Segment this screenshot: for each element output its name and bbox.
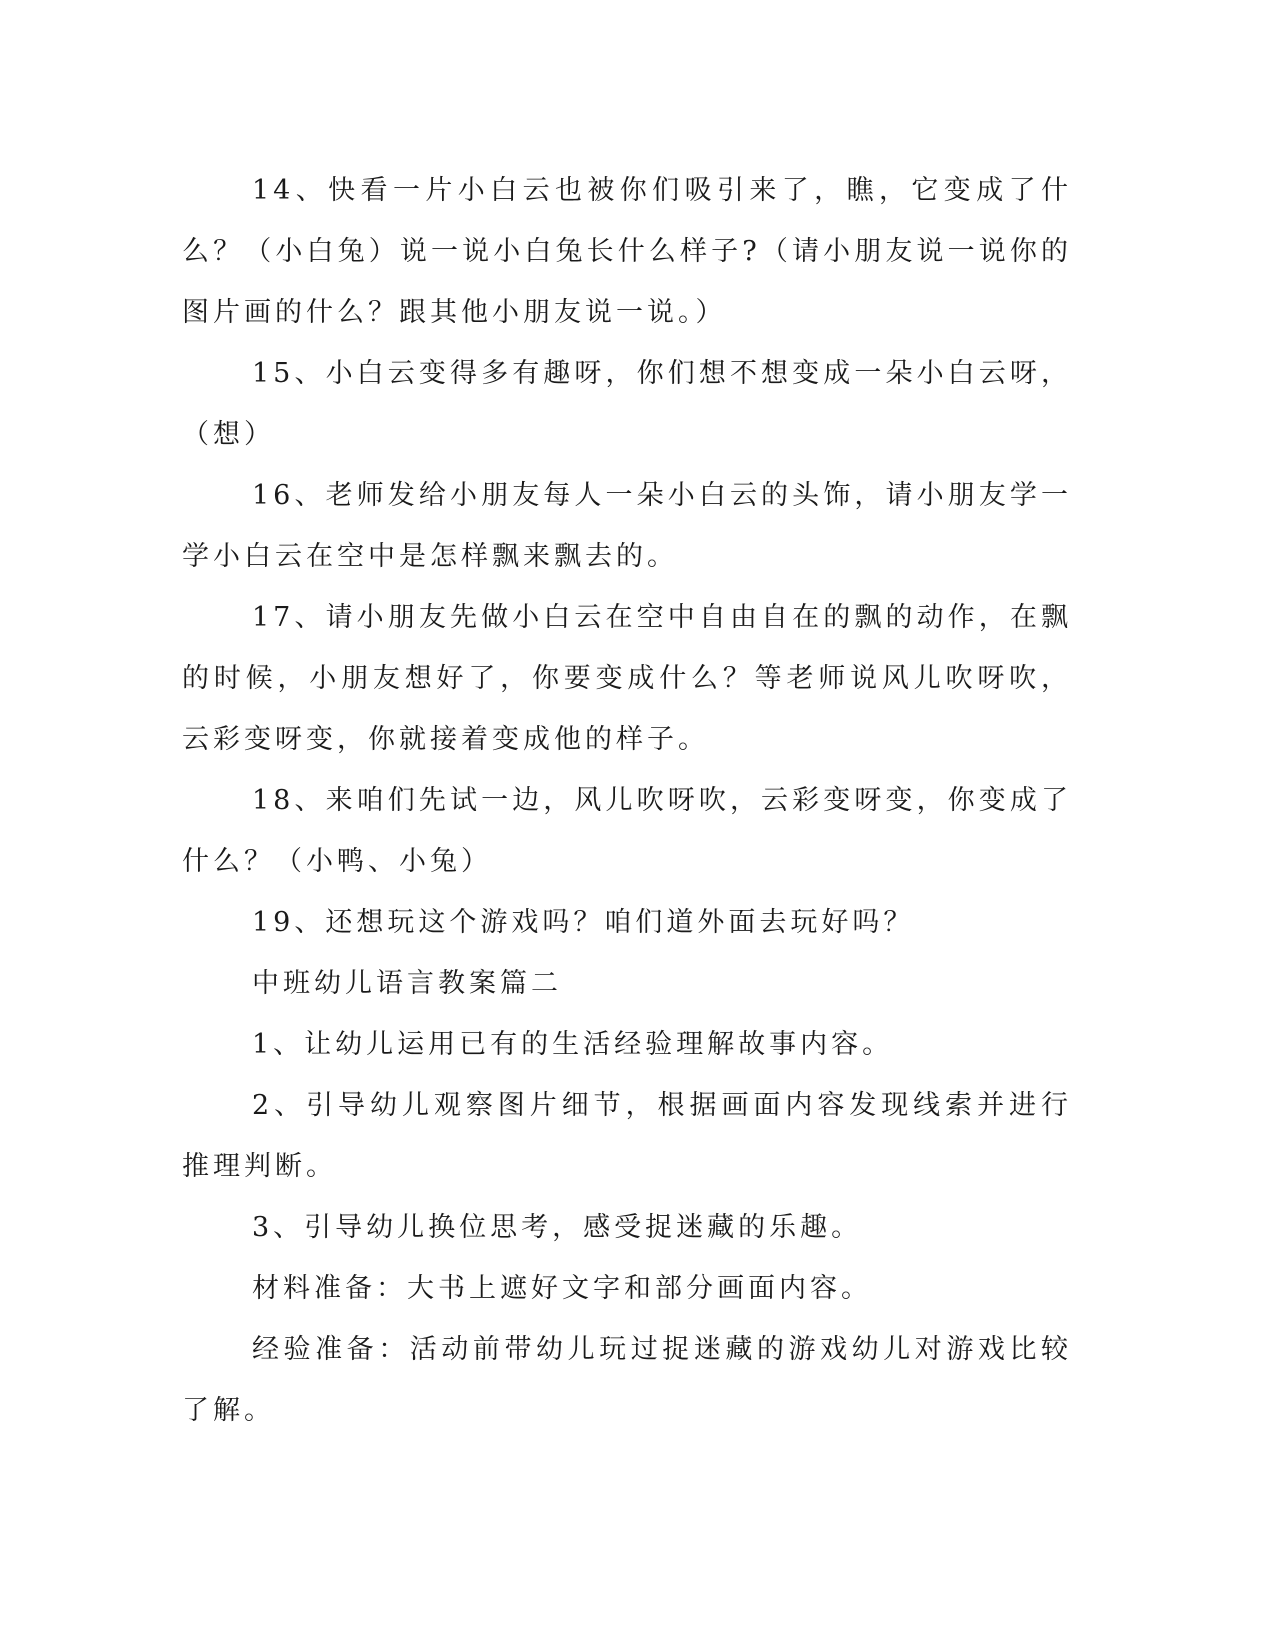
goal-2: 2、引导幼儿观察图片细节，根据画面内容发现线索并进行推理判断。 xyxy=(182,1090,1072,1182)
paragraph-14: 14、快看一片小白云也被你们吸引来了，瞧，它变成了什么？（小白兔）说一说小白兔长什么样子?（请小朋友说一说你的图片画的什么？跟其他小朋友说一说。） xyxy=(182,175,1072,328)
section-heading: 中班幼儿语言教案篇二 xyxy=(252,968,562,999)
paragraph-16: 16、老师发给小朋友每人一朵小白云的头饰，请小朋友学一学小白云在空中是怎样飘来飘去的。 xyxy=(182,480,1072,572)
paragraph-17: 17、请小朋友先做小白云在空中自由自在的飘的动作，在飘的时候，小朋友想好了，你要变成什么？等老师说风儿吹呀吹，云彩变呀变，你就接着变成他的样子。 xyxy=(182,602,1072,755)
document-body xyxy=(182,160,1072,1441)
paragraph-18: 18、来咱们先试一边，风儿吹呀吹，云彩变呀变，你变成了什么？（小鸭、小兔） xyxy=(182,785,1072,877)
goal-1: 1、让幼儿运用已有的生活经验理解故事内容。 xyxy=(252,1029,894,1060)
material-preparation: 材料准备：大书上遮好文字和部分画面内容。 xyxy=(252,1273,872,1304)
goal-3: 3、引导幼儿换位思考，感受捉迷藏的乐趣。 xyxy=(252,1212,863,1243)
paragraph-19: 19、还想玩这个游戏吗？咱们道外面去玩好吗？ xyxy=(252,907,915,938)
paragraph-15: 15、小白云变得多有趣呀，你们想不想变成一朵小白云呀，（想） xyxy=(182,358,1072,450)
experience-preparation: 经验准备：活动前带幼儿玩过捉迷藏的游戏幼儿对游戏比较了解。 xyxy=(182,1334,1072,1426)
